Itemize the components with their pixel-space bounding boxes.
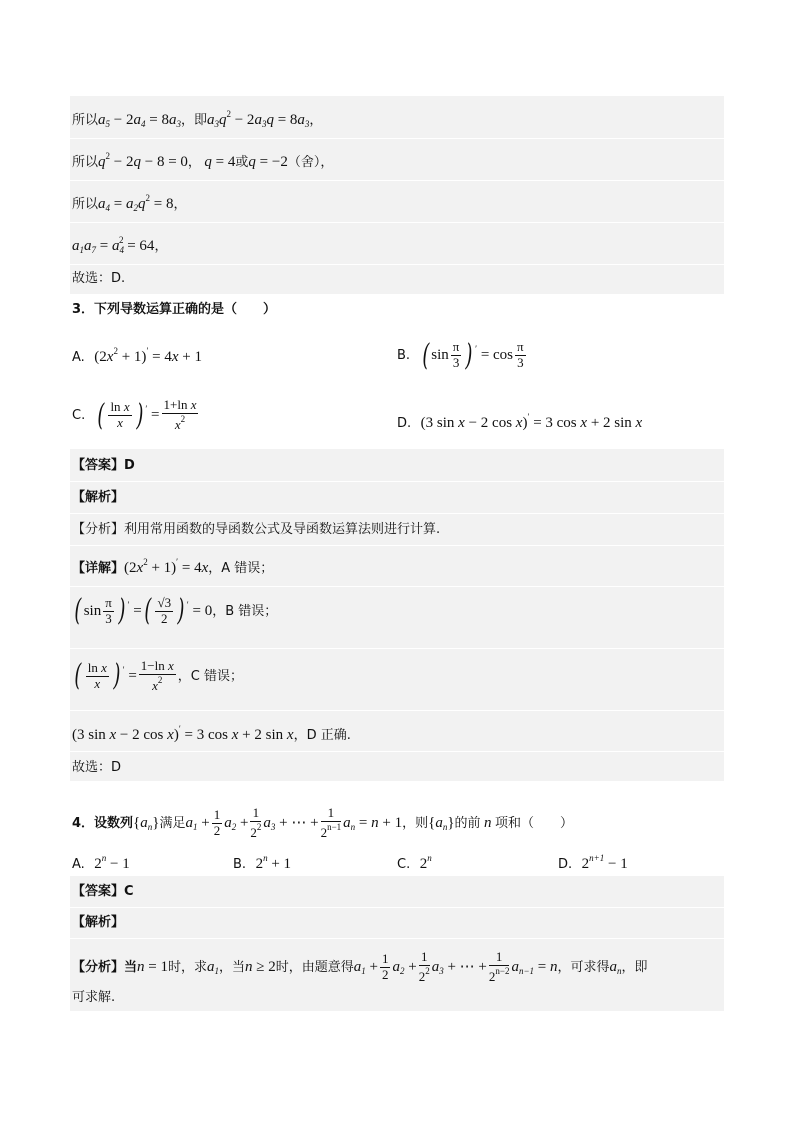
- q4-answer-block: [70, 876, 724, 1011]
- q3-detail-a: 【详解】$(2x^2 + 1)' = 4x$，A 错误；: [72, 557, 274, 576]
- divider: [70, 264, 724, 265]
- q4-option-c: C. 2$^n$: [397, 853, 432, 872]
- q3-answer: 【答案】D: [72, 458, 135, 473]
- divider: [70, 481, 724, 482]
- q4-answer: 【答案】C: [72, 884, 134, 899]
- formula: $a_4 = a_2q^2 = 8$: [98, 193, 174, 213]
- formula: $a_5 - 2a_4 = 8a_3$: [98, 112, 181, 129]
- solution-line-4: $a_1a_7 = a_4^2 = 64$，: [72, 235, 168, 255]
- formula: q = −2: [248, 154, 288, 170]
- solution-line-1: 所以$a_5 - 2a_4 = 8a_3$，即$a_3q^2 - 2a_3q = 8a_3$，: [72, 109, 323, 129]
- q3-detail-b: ( sin $\frac{\pi}{3}$ ) ′ =( $\frac{√3}{2}$ ) ′ = 0，B 错误；: [72, 596, 277, 627]
- divider: [70, 138, 724, 139]
- q3-option-a: A. $(2x^2 + 1)' = 4x + 1$: [72, 346, 203, 365]
- formula: ( sin $\frac{\pi}{3}$ ) ′ = cos $\frac{\pi}{3}$: [421, 338, 524, 373]
- solution-line-3: 所以$a_4 = a_2q^2 = 8$，: [72, 193, 187, 213]
- formula: ( $\frac{\text{ln x}}{x}$ ) ′ = $\frac{\text{1−ln x}}{x^2}$: [74, 658, 174, 694]
- formula: n = 1: [137, 958, 168, 975]
- formula: q = 4: [204, 154, 236, 170]
- solution-line-2: 所以$q^2 - 2q - 8 = 0$， q = 4或q = −2（舍），: [72, 151, 334, 170]
- formula: ( sin $\frac{\pi}{3}$ ) ′ =( $\frac{√3}{2}$ ) ′ = 0: [74, 593, 213, 629]
- q4-fenxi-cont: 可求解.: [72, 990, 116, 1005]
- divider: [70, 180, 724, 181]
- solution-line-5: 故选：D.: [72, 271, 126, 286]
- q3-detail-c: ( $\frac{\text{ln x}}{x}$ ) ′ = $\frac{\text{1−ln x}}{x^2}$ ，C 错误；: [72, 659, 243, 694]
- question-4-stem: 4．设数列$\{a_n\}$满足$a_1$ + $\frac{1}{2}$ $a_2$ + $\frac{1}{2^2}$ $a_3$ + ⋯ + $\frac{1}{2^{n-1}}$ $a_n = n + 1$，则$\{a_n\}$的前 n 项和（ ）: [72, 805, 574, 840]
- q4-option-a: A. 2$^n$ − 1: [72, 853, 130, 872]
- divider: [70, 710, 724, 711]
- formula: $a_1$ + $\frac{1}{2}$ $a_2$ + $\frac{1}{2^2}$ $a_3$ + ⋯ + $\frac{1}{2^{n-1}}$ $a_n = n + 1$: [185, 805, 403, 840]
- formula: $\{a_n\}$: [428, 814, 455, 832]
- q3-analysis-label: 【解析】: [72, 490, 125, 505]
- formula: (3 sin x − 2 cos x)′ = 3 cos x + 2 sin x: [72, 724, 294, 743]
- formula: $a_1$ + $\frac{1}{2}$ $a_2$ + $\frac{1}{2^2}$ $a_3$ + ⋯ + $\frac{1}{2^{n-2}}$ $a_{n-1} = n$: [353, 949, 558, 984]
- divider: [70, 545, 724, 546]
- formula: 2$^n$: [419, 853, 432, 872]
- formula: ( $\frac{\text{ln x}}{x}$ ) ′ = $\frac{\text{1+ln x}}{x^2}$: [97, 397, 197, 433]
- q4-analysis-label: 【解析】: [72, 915, 125, 930]
- formula: $a_3q^2 - 2a_3q = 8a_3$: [206, 109, 310, 129]
- divider: [70, 586, 724, 587]
- divider: [70, 907, 724, 908]
- q3-option-c: C. ( $\frac{\text{ln x}}{x}$ ) ′ = $\frac{\text{1+ln x}}{x^2}$: [72, 398, 200, 433]
- formula: $(2x^2 + 1)' = 4x$: [124, 557, 209, 576]
- divider: [70, 513, 724, 514]
- divider: [70, 751, 724, 752]
- formula: $a_1$: [207, 958, 219, 976]
- formula: $2^{n+1} - 1$: [581, 853, 628, 872]
- q4-option-d: D. $2^{n+1} - 1$: [558, 853, 628, 872]
- formula: 2$^n$ − 1: [94, 853, 130, 872]
- divider: [70, 648, 724, 649]
- q4-option-b: B. 2$^n$ + 1: [233, 853, 292, 872]
- q4-fenxi: 【分析】当n = 1时，求$a_1$，当n ≥ 2时，由题意得$a_1$ + $\frac{1}{2}$ $a_2$ + $\frac{1}{2^2}$ $a_3$ + ⋯ + $\frac{1}{2^{n-2}}$ $a_{n-1} = n$，可求得$a_n$，即: [72, 949, 648, 984]
- question-3-stem: 3．下列导数运算正确的是（ ）: [72, 302, 277, 317]
- q3-option-d: D. (3 sin x − 2 cos x)′ = 3 cos x + 2 sin x: [397, 412, 643, 431]
- formula: (3 sin x − 2 cos x)′ = 3 cos x + 2 sin x: [420, 412, 643, 431]
- q3-detail-d: (3 sin x − 2 cos x)′ = 3 cos x + 2 sin x，D 正确.: [72, 724, 351, 743]
- formula: $q^2 - 2q - 8 = 0$: [98, 151, 188, 170]
- formula: n ≥ 2: [245, 958, 276, 975]
- divider: [70, 222, 724, 223]
- formula: $a_n$: [609, 958, 622, 976]
- q3-choose: 故选：D: [72, 760, 122, 775]
- divider: [70, 938, 724, 939]
- q3-fenxi: 【分析】利用常用函数的导函数公式及导函数运算法则进行计算.: [72, 522, 441, 537]
- formula: $a_1a_7 = a_4^2 = 64$: [72, 235, 155, 255]
- formula: $\{a_n\}$: [133, 814, 160, 832]
- formula: 2$^n$ + 1: [255, 853, 292, 872]
- formula: $(2x^2 + 1)' = 4x + 1$: [94, 346, 203, 365]
- q3-option-b: B. ( sin $\frac{\pi}{3}$ ) ′ = cos $\frac{\pi}{3}$: [397, 338, 528, 373]
